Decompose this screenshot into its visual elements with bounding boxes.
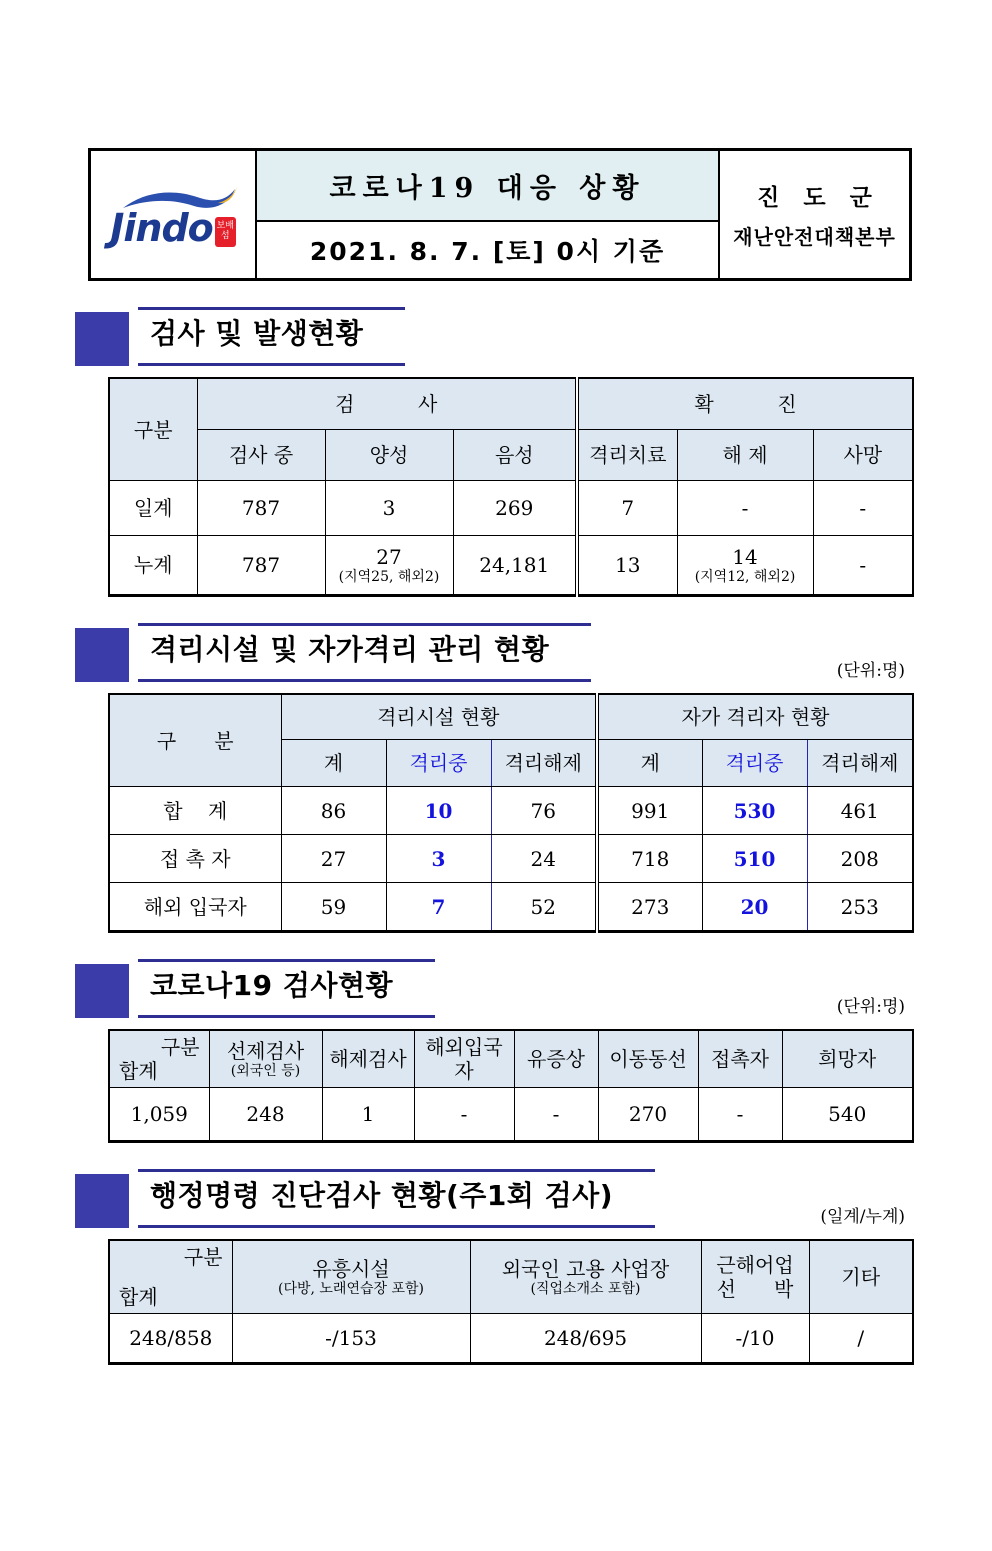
table-header-row	[109, 1240, 913, 1314]
header-main: 외국인 고용 사업장	[501, 1256, 670, 1281]
header-main: 선제검사	[226, 1038, 305, 1063]
table-row-contacts	[109, 835, 913, 883]
diagonal-top-label: 구분	[183, 1245, 223, 1269]
data-cell: 718	[597, 835, 702, 883]
diagonal-bottom-label: 합계	[119, 1059, 158, 1083]
header-org-cell	[720, 151, 909, 278]
table-header-row	[109, 694, 913, 740]
diagonal-bottom-label: 합계	[119, 1285, 158, 1309]
row-label: 일계	[109, 481, 197, 536]
unit-label: (단위:명)	[836, 997, 905, 1017]
data-cell: 86	[281, 787, 386, 835]
header-cell: 격리해제	[491, 740, 597, 787]
section-title-wrap	[138, 307, 405, 366]
org-department: 재난안전대책본부	[733, 225, 896, 249]
header-cell-diagonal	[109, 1240, 232, 1314]
header-cell-gubun: 구 분	[109, 694, 281, 787]
data-cell: -	[414, 1088, 514, 1142]
administrative-order-testing-table	[108, 1239, 914, 1365]
section-bullet-icon	[75, 628, 129, 682]
data-cell: -/10	[701, 1314, 809, 1364]
data-cell: 269	[453, 481, 577, 536]
table-row-overseas	[109, 883, 913, 932]
data-cell: 270	[598, 1088, 698, 1142]
section-title-wrap	[138, 959, 435, 1018]
header-main: 근해어업	[716, 1253, 794, 1277]
header-cell: 격리치료	[577, 430, 677, 481]
data-cell: 59	[281, 883, 386, 932]
header-cell: 희망자	[782, 1030, 913, 1088]
header-cell-gubun: 구분	[109, 378, 197, 481]
header-main: 유흥시설	[312, 1256, 390, 1281]
data-cell: 24	[491, 835, 597, 883]
section-title: 격리시설 및 자가격리 관리 현황	[150, 633, 550, 666]
data-cell: 10	[386, 787, 491, 835]
logo-text: Jindo	[110, 205, 213, 250]
header-group-confirmed: 확 진	[577, 378, 913, 430]
header-cell: 양성	[325, 430, 453, 481]
header-cell: 음성	[453, 430, 577, 481]
header-cell: 격리중	[386, 740, 491, 787]
data-cell: 13	[577, 536, 677, 596]
header-cell: 격리해제	[807, 740, 913, 787]
row-label: 접 촉 자	[109, 835, 281, 883]
header-cell: 격리중	[702, 740, 807, 787]
header-group-self: 자가 격리자 현황	[597, 694, 913, 740]
row-label: 해외 입국자	[109, 883, 281, 932]
header-group-facility: 격리시설 현황	[281, 694, 597, 740]
data-cell: 1,059	[109, 1088, 209, 1142]
data-cell: 273	[597, 883, 702, 932]
cell-note: (지역12, 해외2)	[694, 568, 796, 585]
data-cell: /	[809, 1314, 913, 1364]
data-cell: 20	[702, 883, 807, 932]
header-cell: 기타	[809, 1240, 913, 1314]
header-cell: 해제검사	[322, 1030, 414, 1088]
section-administrative-order-testing	[75, 1169, 905, 1228]
table-row-cumulative	[109, 536, 913, 596]
cell-value: 14	[732, 544, 758, 569]
data-cell: 208	[807, 835, 913, 883]
table-header-row	[109, 1030, 913, 1088]
data-cell: 7	[386, 883, 491, 932]
quarantine-management-table	[108, 693, 914, 933]
unit-label: (일계/누계)	[820, 1207, 905, 1227]
data-cell: -	[677, 481, 813, 536]
data-cell: 530	[702, 787, 807, 835]
data-cell: 510	[702, 835, 807, 883]
data-cell: 248/695	[470, 1314, 701, 1364]
data-cell: 3	[386, 835, 491, 883]
org-name: 진 도 군	[757, 184, 872, 211]
row-label: 합 계	[109, 787, 281, 835]
section-covid-testing	[75, 959, 905, 1018]
document-header	[88, 148, 912, 281]
header-note: (외국인 등)	[230, 1062, 301, 1079]
diagonal-top-label: 구분	[160, 1035, 200, 1059]
logo-badge: 보배섬	[215, 217, 236, 247]
data-cell: 24,181	[453, 536, 577, 596]
table-row-totals	[109, 1088, 913, 1142]
data-cell: 991	[597, 787, 702, 835]
header-cell: 유증상	[514, 1030, 598, 1088]
header-title-cell	[257, 151, 720, 278]
data-cell: 3	[325, 481, 453, 536]
exam-occurrence-table	[108, 377, 914, 597]
data-cell: -	[698, 1088, 782, 1142]
data-cell: 540	[782, 1088, 913, 1142]
data-cell: -/153	[232, 1314, 470, 1364]
report-date: 2021. 8. 7. [토] 0시 기준	[309, 237, 666, 266]
data-cell: 253	[807, 883, 913, 932]
section-title: 검사 및 발생현황	[150, 317, 364, 350]
section-title-wrap	[138, 1169, 655, 1228]
data-cell	[325, 536, 453, 596]
data-cell: 248	[209, 1088, 322, 1142]
data-cell: 787	[197, 536, 325, 596]
section-bullet-icon	[75, 312, 129, 366]
data-cell: 787	[197, 481, 325, 536]
section-title: 행정명령 진단검사 현황(주1회 검사)	[150, 1179, 613, 1212]
header-cell: 이동동선	[598, 1030, 698, 1088]
data-cell: 461	[807, 787, 913, 835]
section-title-wrap	[138, 623, 591, 682]
data-cell: 76	[491, 787, 597, 835]
data-cell: -	[514, 1088, 598, 1142]
data-cell: 1	[322, 1088, 414, 1142]
row-label: 누계	[109, 536, 197, 596]
header-cell	[701, 1240, 809, 1314]
logo-row	[110, 205, 236, 250]
header-cell: 해 제	[677, 430, 813, 481]
section-bullet-icon	[75, 964, 129, 1018]
header-cell: 검사 중	[197, 430, 325, 481]
document-page	[0, 148, 992, 1365]
header-cell	[209, 1030, 322, 1088]
header-cell	[232, 1240, 470, 1314]
data-cell: 7	[577, 481, 677, 536]
table-subheader-row	[109, 430, 913, 481]
header-cell: 사망	[813, 430, 913, 481]
data-cell: -	[813, 536, 913, 596]
data-cell	[677, 536, 813, 596]
section-exam-occurrence	[75, 307, 905, 366]
header-note: (직업소개소 포함)	[530, 1280, 641, 1297]
covid-testing-table	[108, 1029, 914, 1143]
table-header-row	[109, 378, 913, 430]
header-cell	[470, 1240, 701, 1314]
jindo-logo	[91, 151, 257, 278]
header-main: 선 박	[716, 1277, 794, 1301]
data-cell: 248/858	[109, 1314, 232, 1364]
header-cell: 접촉자	[698, 1030, 782, 1088]
table-row-totals	[109, 1314, 913, 1364]
table-row-daily	[109, 481, 913, 536]
data-cell: 27	[281, 835, 386, 883]
cell-value: 27	[376, 544, 402, 569]
data-cell: 52	[491, 883, 597, 932]
section-bullet-icon	[75, 1174, 129, 1228]
header-group-exam: 검 사	[197, 378, 577, 430]
header-cell: 해외입국자	[414, 1030, 514, 1088]
data-cell: -	[813, 481, 913, 536]
section-title: 코로나19 검사현황	[150, 969, 394, 1002]
table-row-total	[109, 787, 913, 835]
header-cell: 계	[281, 740, 386, 787]
cell-note: (지역25, 해외2)	[338, 568, 440, 585]
header-cell: 계	[597, 740, 702, 787]
report-title: 코로나19 대응 상황	[257, 151, 718, 222]
unit-label: (단위:명)	[836, 661, 905, 681]
header-cell-diagonal	[109, 1030, 209, 1088]
header-note: (다방, 노래연습장 포함)	[278, 1280, 424, 1297]
section-quarantine-management	[75, 623, 905, 682]
